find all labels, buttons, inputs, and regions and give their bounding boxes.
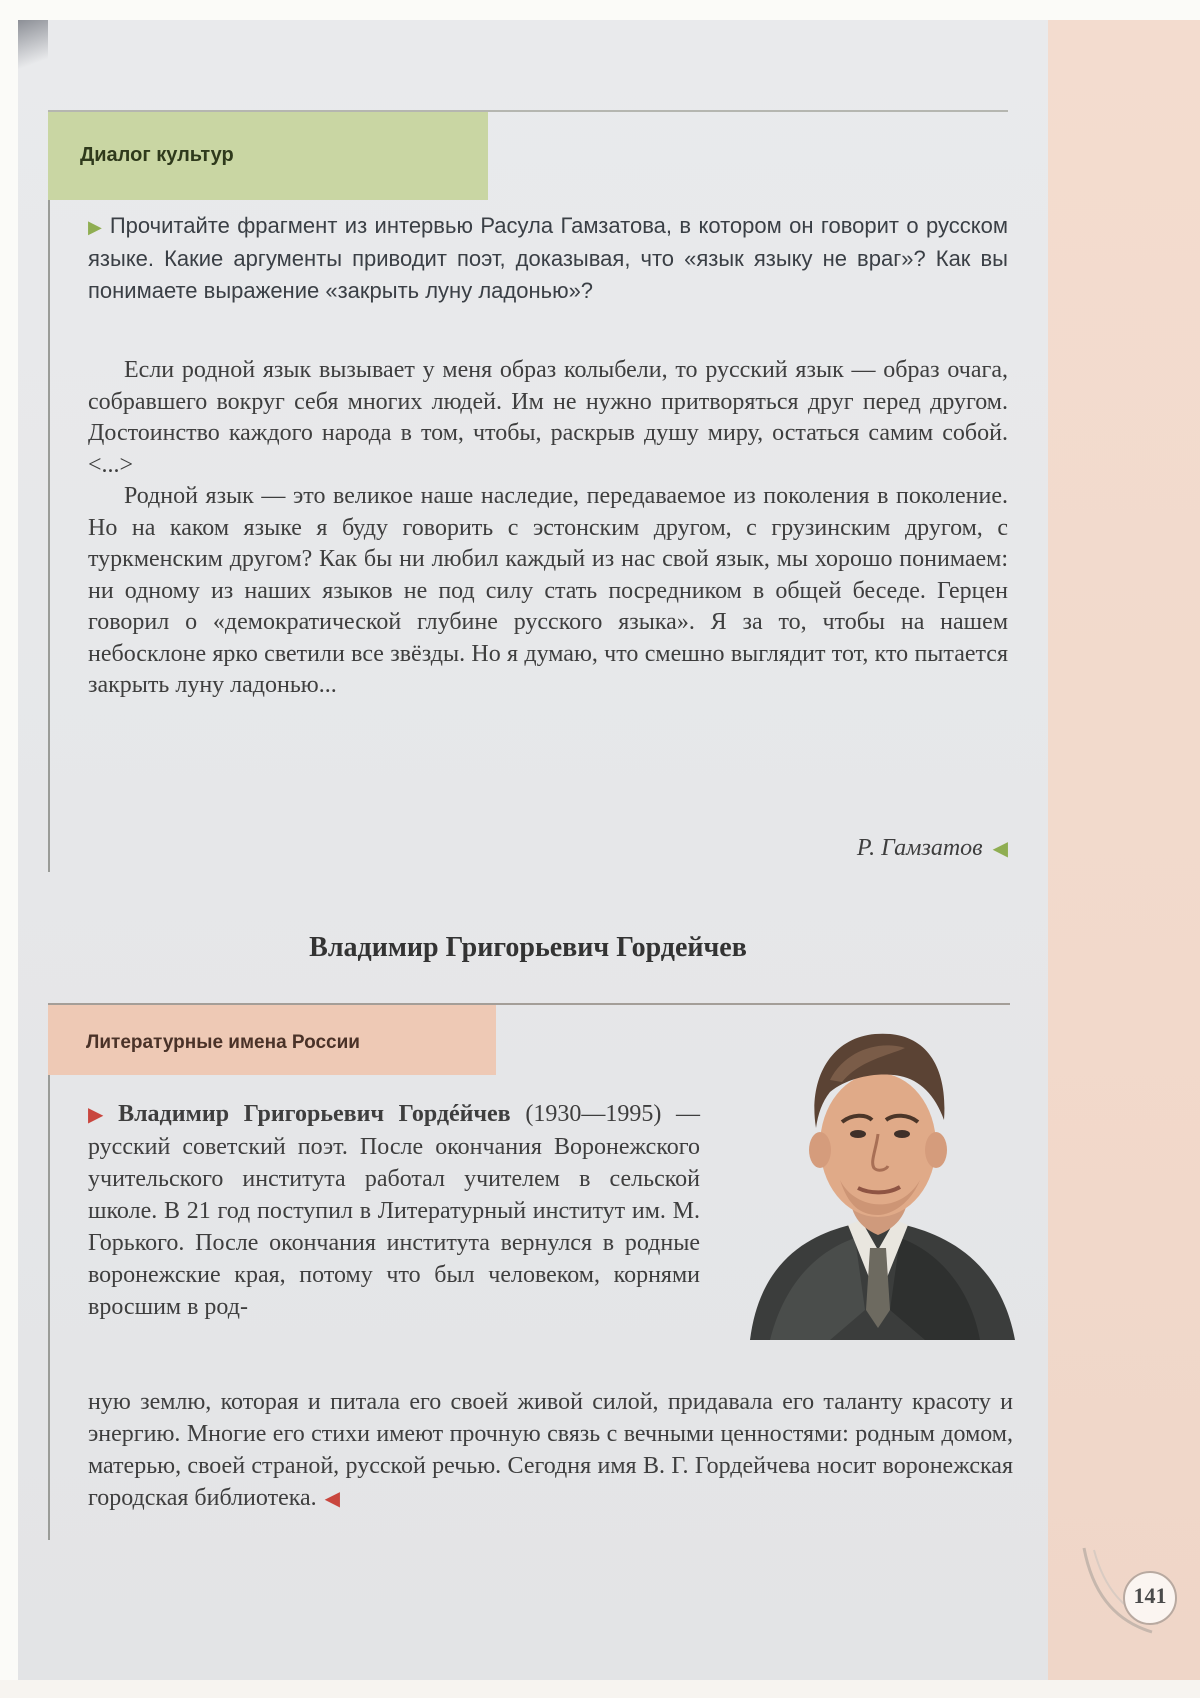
dialogue-section-tab [48, 112, 488, 200]
gamzatov-quote [88, 355, 1008, 702]
red-end-marker-icon: ◀ [324, 1488, 341, 1510]
poet-bio-intro [88, 1098, 700, 1323]
poet-portrait-illustration [730, 1010, 1020, 1350]
poet-bio-continuation [88, 1386, 1013, 1515]
poet-bio-text-top: (1930—1995) — русский советский поэт. После окончания Воронежского учительского института работал учителем в сельской школе. В 21 год поступил в Литературный институт им. М. Горького. После окончания института вернулся в родные воронежские края, потому что был человеком, корнями вросшим в род- [88, 1101, 700, 1320]
dialogue-task [88, 210, 1008, 307]
green-pointer-icon: ▶ [88, 217, 102, 237]
literary-tab-label: Литературные имена России [86, 1032, 360, 1053]
quote-author [640, 835, 1008, 862]
page-bottom-edge [0, 1680, 1200, 1698]
literary-section-border [48, 1005, 50, 1540]
poet-bio-name: Владимир Григорьевич Гордéйчев [118, 1101, 511, 1127]
green-end-marker-icon: ◀ [992, 838, 1008, 860]
page-margin-strip [1048, 20, 1200, 1680]
quote-paragraph: Родной язык — это великое наше наследие, передаваемое из поколения в поколение. Но на каком языке я буду говорить с эстонским другом, с грузинским другом, с туркменским другом? Как бы ни любил каждый из нас свой язык, мы хорошо понимаем: ни одному из наших языков не под силу стать посредником в общей беседе. Герцен говорил о «демократической глубине русского языка». Я за то, чтобы на нашем небосклоне ярко светили все звёзды. Но я думаю, что смешно выглядит тот, кто пытается закрыть луну ладонью... [88, 483, 1008, 698]
literary-section-tab [48, 1005, 496, 1075]
dialogue-section-border [48, 112, 50, 872]
page-number: 141 [1133, 1583, 1167, 1608]
dialogue-task-text: Прочитайте фрагмент из интервью Расула Гамзатова, в котором он говорит о русском языке. Какие аргументы приводит поэт, доказывая, что «язык языку не враг»? Как вы понимаете выражение «закрыть луну ладонью»? [88, 213, 1008, 303]
red-pointer-icon: ▶ [88, 1104, 113, 1126]
dialogue-tab-label: Диалог культур [80, 144, 234, 166]
quote-author-name: Р. Гамзатов [856, 835, 983, 861]
poet-heading: Владимир Григорьевич Гордейчев [309, 932, 747, 963]
poet-bio-text-bottom: ную землю, которая и питала его своей живой силой, придавала его таланту красоту и энергию. Многие его стихи имеют прочную связь с вечными ценностями: родным домом, матерью, своей страной, русской речью. Сегодня имя В. Г. Гордейчева носит воронежская городская библиотека. [88, 1389, 1013, 1511]
quote-paragraph: Если родной язык вызывает у меня образ колыбели, то русский язык — образ очага, собравшего вокруг себя многих людей. Им не нужно притворяться друг перед другом. Достоинство каждого народа в том, чтобы, раскрыв душу миру, остаться самим собой. <...> [88, 357, 1008, 478]
page-corner-shadow [18, 20, 48, 80]
